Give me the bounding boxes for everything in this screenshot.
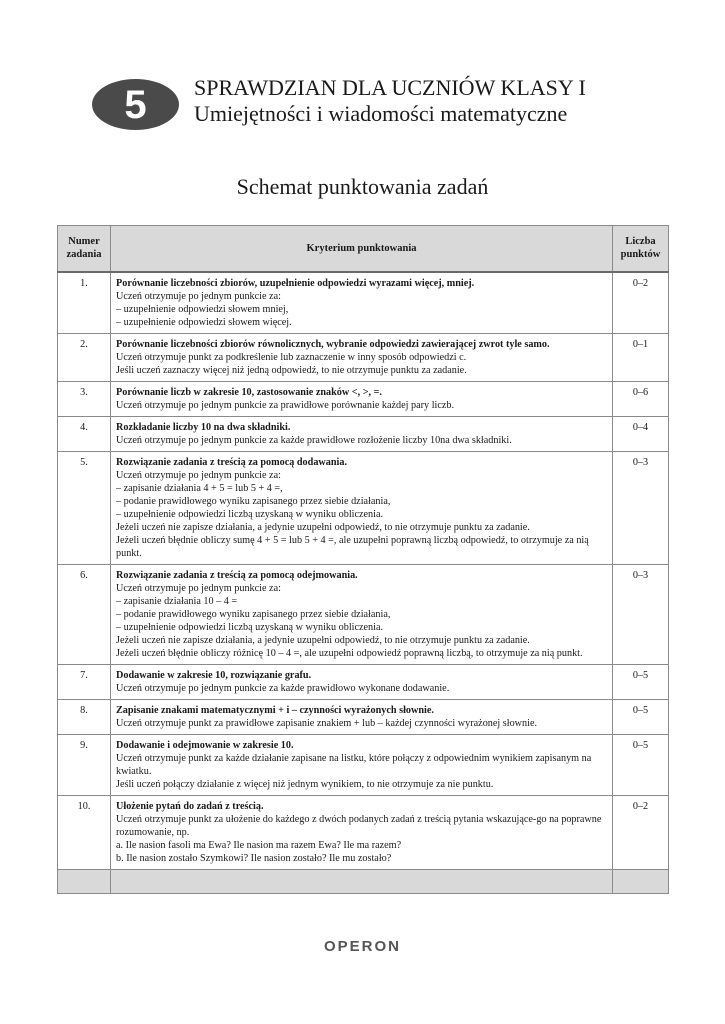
table-row xyxy=(58,699,669,734)
task-number: 4. xyxy=(58,416,111,451)
table-row xyxy=(58,333,669,381)
criterion-line: Jeżeli uczeń błędnie obliczy sumę 4 + 5 = lub 5 + 4 =, ale uzupełni poprawną liczbą odpowiedź, to otrzymuje za nią punkt. xyxy=(116,534,589,559)
criterion-line: Jeżeli uczeń nie zapisze działania, a jedynie uzupełni odpowiedź, to nie otrzymuje punktu za zadanie. xyxy=(116,521,530,533)
criterion-title: Dodawanie i odejmowanie w zakresie 10. xyxy=(116,739,294,751)
header-criterion: Kryterium punktowania xyxy=(111,226,613,272)
criterion-line: – zapisanie działania 10 – 4 = xyxy=(116,595,238,607)
task-number: 1. xyxy=(58,272,111,334)
task-criterion xyxy=(111,451,613,564)
criterion-line: Uczeń otrzymuje punkt za każde działanie zapisane na listku, które połączy z odpowiednim wynikiem zapisanym na kwiatku. xyxy=(116,752,592,777)
criterion-line: Jeżeli uczeń nie zapisze działania, a jedynie uzupełni odpowiedź, to nie otrzymuje punktu za zadanie. xyxy=(116,634,530,646)
task-points: 0–2 xyxy=(613,795,669,869)
test-number: 5 xyxy=(124,82,147,127)
criterion-line: – uzupełnienie odpowiedzi słowem więcej. xyxy=(116,316,292,328)
criterion-line: Uczeń otrzymuje po jednym punkcie za: xyxy=(116,290,281,302)
table-row xyxy=(58,734,669,795)
task-number: 8. xyxy=(58,699,111,734)
test-title: SPRAWDZIAN DLA UCZNIÓW KLASY I xyxy=(194,75,586,100)
criterion-title: Porównanie liczb w zakresie 10, zastosowanie znaków <, >, =. xyxy=(116,386,382,398)
criterion-line: – uzupełnienie odpowiedzi słowem mniej, xyxy=(116,303,289,315)
task-points: 0–2 xyxy=(613,272,669,334)
task-criterion xyxy=(111,381,613,416)
task-points: 0–5 xyxy=(613,734,669,795)
table-row xyxy=(58,795,669,869)
document-title: Schemat punktowania zadań xyxy=(236,174,489,199)
task-criterion xyxy=(111,564,613,664)
table-row xyxy=(58,564,669,664)
criterion-title: Zapisanie znakami matematycznymi + i – czynności wyrażonych słownie. xyxy=(116,704,434,716)
criterion-line: Uczeń otrzymuje punkt za podkreślenie lub zaznaczenie w inny sposób odpowiedzi c. xyxy=(116,351,467,363)
criterion-line: – uzupełnienie odpowiedzi liczbą uzyskaną w wyniku obliczenia. xyxy=(116,508,384,520)
criterion-title: Dodawanie w zakresie 10, rozwiązanie grafu. xyxy=(116,669,312,681)
task-criterion xyxy=(111,664,613,699)
table-row xyxy=(58,451,669,564)
criterion-line: Uczeń otrzymuje po jednym punkcie za każde prawidłowo wykonane dodawanie. xyxy=(116,682,450,694)
table-footer-row xyxy=(58,869,669,893)
table-row xyxy=(58,272,669,334)
task-points: 0–3 xyxy=(613,451,669,564)
criterion-line: – podanie prawidłowego wyniku zapisanego przez siebie działania, xyxy=(116,608,391,620)
task-points: 0–5 xyxy=(613,699,669,734)
criterion-title: Porównanie liczebności zbiorów równolicznych, wybranie odpowiedzi zawierającej zwrot tyle samo. xyxy=(116,338,550,350)
test-number-badge xyxy=(92,79,179,130)
task-number: 3. xyxy=(58,381,111,416)
header-points: Liczba punktów xyxy=(613,226,669,272)
task-points: 0–3 xyxy=(613,564,669,664)
criterion-line: – uzupełnienie odpowiedzi liczbą uzyskaną w wyniku obliczenia. xyxy=(116,621,384,633)
table-row xyxy=(58,416,669,451)
task-criterion xyxy=(111,699,613,734)
test-subtitle: Umiejętności i wiadomości matematyczne xyxy=(194,101,568,126)
criterion-title: Ułożenie pytań do zadań z treścią. xyxy=(116,800,264,812)
criterion-line: Uczeń otrzymuje po jednym punkcie za: xyxy=(116,469,281,481)
task-number: 6. xyxy=(58,564,111,664)
criterion-line: Uczeń otrzymuje po jednym punkcie za: xyxy=(116,582,281,594)
task-number: 2. xyxy=(58,333,111,381)
criterion-line: Jeżeli uczeń błędnie obliczy różnicę 10 – 4 =, ale uzupełni odpowiedź poprawną liczbą, to otrzymuje za nią punkt. xyxy=(116,647,583,659)
criterion-line: – zapisanie działania 4 + 5 = lub 5 + 4 =, xyxy=(116,482,283,494)
scoring-table xyxy=(57,225,669,894)
criterion-title: Rozwiązanie zadania z treścią za pomocą odejmowania. xyxy=(116,569,358,581)
header-number: Numer zadania xyxy=(58,226,111,272)
criterion-line: Jeśli uczeń połączy działanie z więcej niż jednym wynikiem, to nie otrzymuje za nie punktu. xyxy=(116,778,494,790)
task-points: 0–5 xyxy=(613,664,669,699)
table-row xyxy=(58,664,669,699)
task-criterion xyxy=(111,734,613,795)
criterion-line: b. Ile nasion zostało Szymkowi? Ile nasion zostało? Ile mu zostało? xyxy=(116,852,392,864)
task-points: 0–1 xyxy=(613,333,669,381)
task-criterion xyxy=(111,416,613,451)
criterion-title: Rozkładanie liczby 10 na dwa składniki. xyxy=(116,421,291,433)
task-criterion xyxy=(111,333,613,381)
task-points: 0–6 xyxy=(613,381,669,416)
criterion-line: Uczeń otrzymuje po jednym punkcie za prawidłowe porównanie każdej pary liczb. xyxy=(116,399,455,411)
table-row xyxy=(58,381,669,416)
criterion-line: Uczeń otrzymuje po jednym punkcie za każde prawidłowe rozłożenie liczby 10na dwa składniki. xyxy=(116,434,512,446)
criterion-line: Jeśli uczeń zaznaczy więcej niż jedną odpowiedź, to nie otrzymuje punktu za zadanie. xyxy=(116,364,467,376)
criterion-line: a. Ile nasion fasoli ma Ewa? Ile nasion ma razem Ewa? Ile ma razem? xyxy=(116,839,402,851)
task-number: 9. xyxy=(58,734,111,795)
criterion-line: – podanie prawidłowego wyniku zapisanego przez siebie działania, xyxy=(116,495,391,507)
task-points: 0–4 xyxy=(613,416,669,451)
task-number: 10. xyxy=(58,795,111,869)
task-number: 5. xyxy=(58,451,111,564)
criterion-title: Rozwiązanie zadania z treścią za pomocą dodawania. xyxy=(116,456,347,468)
operon-logo: OPERON xyxy=(323,938,401,955)
task-number: 7. xyxy=(58,664,111,699)
criterion-line: Uczeń otrzymuje punkt za prawidłowe zapisanie znakiem + lub – każdej czynności wyrażonej słownie. xyxy=(116,717,538,729)
table-header-row xyxy=(58,226,669,272)
criterion-title: Porównanie liczebności zbiorów, uzupełnienie odpowiedzi wyrazami więcej, mniej. xyxy=(116,277,475,289)
task-criterion xyxy=(111,795,613,869)
criterion-line: Uczeń otrzymuje punkt za ułożenie do każdego z dwóch podanych zadań z treścią pytania wskazujące-go na poprawne rozumowanie, np. xyxy=(116,813,602,838)
task-criterion xyxy=(111,272,613,334)
